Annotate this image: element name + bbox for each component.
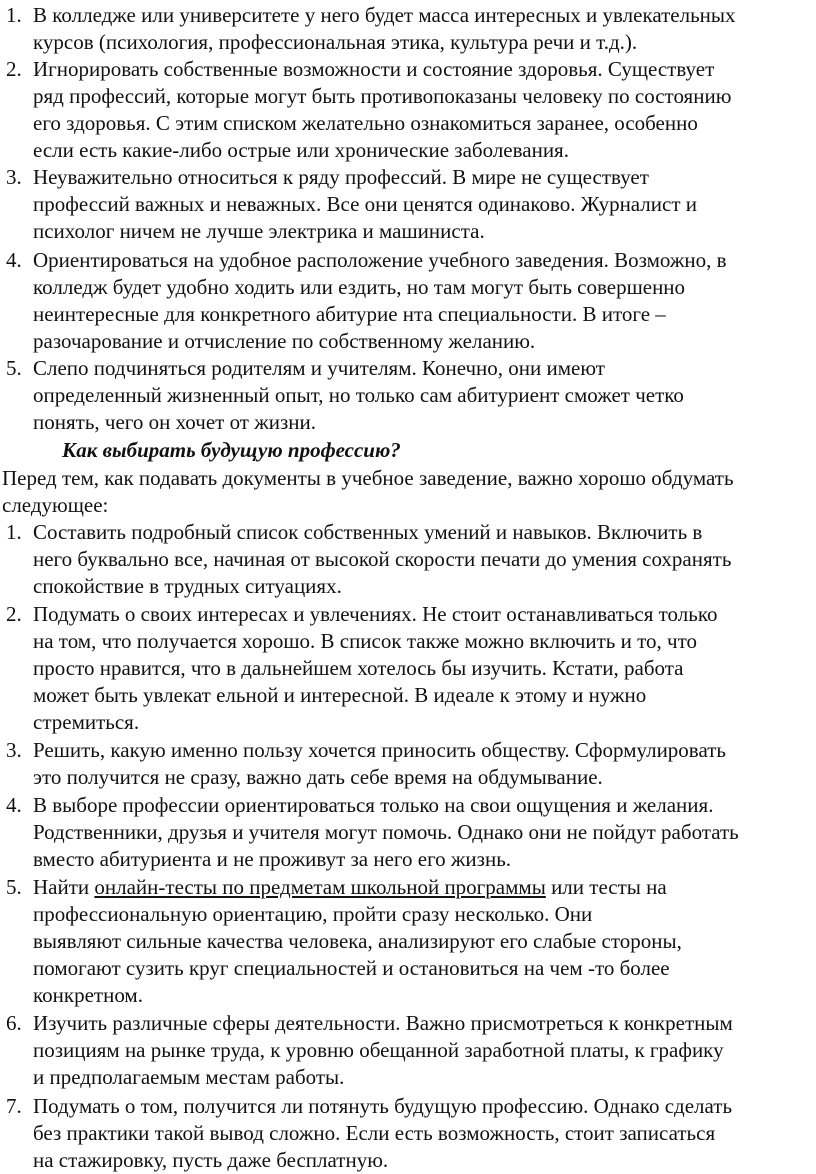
list-text [33,874,667,900]
list-text: колледж будет удобно ходить или ездить, но там могут быть совершенно [33,275,686,299]
list-text: Неуважительно относиться к ряду профессий. В мире не существует [33,165,649,189]
list-text: позициям на рынке труда, к уровню обещанной заработной платы, к графику [33,1038,724,1062]
list-number: 2. [6,57,22,81]
list-text: Подумать о своих интересах и увлечениях. Не стоит останавливаться только [33,602,718,626]
list-text: вместо абитуриента и не проживут за него его жизнь. [33,847,512,871]
list-text: профессиональную ориентацию, пройти сразу несколько. Они [33,902,593,926]
list-text: Слепо подчиняться родителям и учителям. Конечно, они имеют [33,356,605,380]
list-text: психолог ничем не лучше электрика и машиниста. [33,219,485,243]
list-text: определенный жизненный опыт, но только сам абитуриент сможет четко [33,383,684,407]
list-text: на том, что получается хорошо. В список также можно включить и то, что [33,629,697,653]
list-text: понять, чего он хочет от жизни. [33,410,316,434]
list-text: просто нравится, что в дальнейшем хотелось бы изучить. Кстати, работа [33,656,684,680]
list-text: курсов (психология, профессиональная этика, культура речи и т.д.). [33,30,638,54]
list-text: Родственники, друзья и учителя могут помочь. Однако они не пойдут работать [33,820,739,844]
online-tests-link[interactable]: онлайн-тесты по предметам школьной программы [94,875,546,899]
list-number: 7. [6,1094,22,1118]
list-number: 2. [6,602,22,626]
list-text: это получится не сразу, важно дать себе время на обдумывание. [33,765,603,789]
list-text: без практики такой вывод сложно. Если есть возможность, стоит записаться [33,1121,716,1145]
list-number: 5. [6,875,22,899]
intro-paragraph-line: следующее: [2,493,109,517]
list-text: стремиться. [33,710,140,734]
intro-paragraph-line: Перед тем, как подавать документы в учебное заведение, важно хорошо обдумать [2,466,734,490]
list-text: его здоровья. С этим списком желательно ознакомиться заранее, особенно [33,111,698,135]
list-text: может быть увлекат ельной и интересной. В идеале к этому и нужно [33,683,647,707]
list-text: Подумать о том, получится ли потянуть будущую профессию. Однако сделать [33,1094,733,1118]
list-text: Решить, какую именно пользу хочется приносить обществу. Сформулировать [33,738,726,762]
list-text: неинтересные для конкретного абитурие нта специальности. В итоге – [33,302,666,326]
list-text: спокойствие в трудных ситуациях. [33,574,342,598]
list-text: Игнорировать собственные возможности и состояние здоровья. Существует [33,57,715,81]
list-text: ряд профессий, которые могут быть противопоказаны человеку по состоянию [33,84,732,108]
list-text: В выборе профессии ориентироваться только на свои ощущения и желания. [33,793,714,817]
list-text-prefix: Найти [33,875,95,899]
list-text: В колледже или университете у него будет масса интересных и увлекательных [33,3,736,27]
list-text: на стажировку, пусть даже бесплатную. [33,1148,389,1172]
list-number: 5. [6,356,22,380]
list-text: помогают сузить круг специальностей и остановиться на чем -то более [33,956,670,980]
list-text: конкретном. [33,983,143,1007]
list-number: 1. [6,520,22,544]
list-number: 3. [6,738,22,762]
list-text-suffix: или тесты на [545,875,667,899]
list-text: и предполагаемым местам работы. [33,1065,345,1089]
list-text: если есть какие-либо острые или хронические заболевания. [33,138,569,162]
list-text: Составить подробный список собственных умений и навыков. Включить в [33,520,703,544]
list-number: 4. [6,248,22,272]
list-number: 3. [6,165,22,189]
section-heading: Как выбирать будущую профессию? [62,438,401,462]
list-number: 6. [6,1011,22,1035]
list-text: Изучить различные сферы деятельности. Важно присмотреться к конкретным [33,1011,733,1035]
list-text: него буквально все, начиная от высокой скорости печати до умения сохранять [33,547,732,571]
list-number: 4. [6,793,22,817]
list-text: разочарование и отчисление по собственному желанию. [33,329,536,353]
list-text: профессий важных и неважных. Все они ценятся одинаково. Журналист и [33,192,698,216]
list-text: Ориентироваться на удобное расположение учебного заведения. Возможно, в [33,248,727,272]
list-text: выявляют сильные качества человека, анализируют его слабые стороны, [33,929,682,953]
list-number: 1. [6,3,22,27]
